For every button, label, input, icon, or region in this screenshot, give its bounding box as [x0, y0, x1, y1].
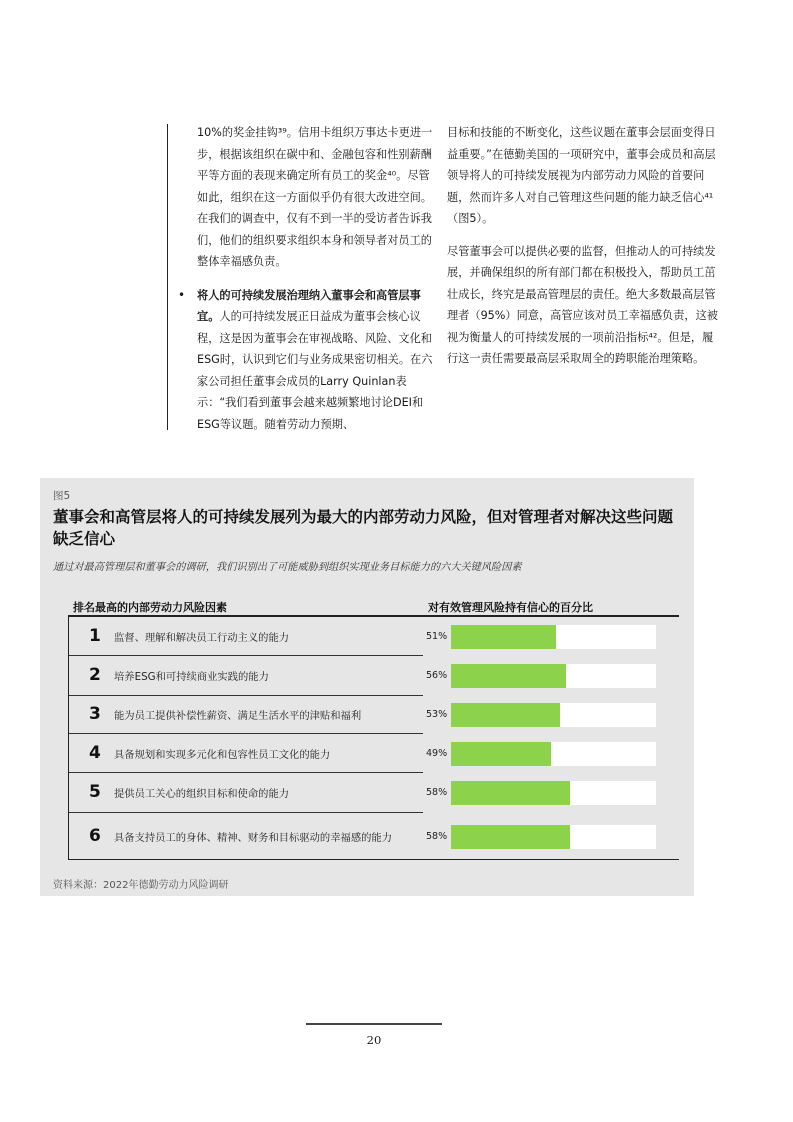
confidence-percent: 56% [426, 670, 448, 681]
risk-factor: 监督、理解和解决员工行动主义的能力 [114, 632, 290, 644]
confidence-percent: 58% [426, 787, 448, 798]
left-paragraph: 10%的奖金挂钩³⁹。信用卡组织万事达卡更进一步，根据该组织在碳中和、金融包容和性别薪酬平等方面的表现来确定所有员工的奖金⁴⁰。尽管如此，组织在这一方面似乎仍有很大改进空间。在我们的调查中，仅有不到一半的受访者告诉我们，他们的组织要求组织本身和领导者对员工的整体幸福感负责。 [197, 126, 433, 268]
risk-row [69, 734, 679, 773]
risk-row [69, 656, 679, 696]
confidence-percent: 51% [426, 631, 448, 642]
figure-title: 董事会和高管层将人的可持续发展列为最大的内部劳动力风险，但对管理者对解决这些问题缺乏信心 [53, 508, 674, 548]
right-column [447, 122, 719, 370]
risk-row [69, 813, 679, 860]
rank-number: 5 [89, 782, 101, 802]
rank-number: 1 [89, 626, 101, 646]
risk-row [69, 618, 679, 656]
bullet-text: 人的可持续发展正日益成为董事会核心议程，这是因为董事会在审视战略、风险、文化和ESG时，认识到它们与业务成果密切相关。在六家公司担任董事会成员的Larry Quinlan表示：“我们看到董事会越来越频繁地讨论DEI和ESG等议题。随着劳动力预期、 [197, 310, 433, 431]
table-bottom-rule [68, 859, 679, 860]
bullet-dot-icon: • [178, 287, 186, 302]
confidence-bar-track [451, 825, 656, 849]
confidence-percent: 49% [426, 747, 448, 759]
column-header-confidence: 对有效管理风险持有信心的百分比 [428, 601, 593, 614]
risk-factor: 具备支持员工的身体、精神、财务和目标驱动的幸福感的能力 [114, 831, 393, 844]
confidence-percent: 58% [426, 830, 448, 842]
column-rule [167, 124, 168, 430]
confidence-bar [451, 664, 566, 688]
bullet-item [178, 285, 435, 436]
confidence-bar-track [451, 703, 656, 727]
confidence-bar-track [451, 781, 656, 805]
rank-number: 3 [89, 704, 101, 724]
bullet-bold-text: 将人的可持续发展治理纳入董事会和高管层事宜。 [197, 288, 421, 323]
confidence-bar [451, 825, 570, 849]
confidence-bar [451, 625, 556, 649]
right-paragraph-2: 尽管董事会可以提供必要的监督，但推动人的可持续发展，并确保组织的所有部门都在积极投入，帮助员工茁壮成长，终究是最高管理层的责任。绝大多数最高层管理者（95%）同意，高管应该对员工幸福感负责，这被视为衡量人的可持续发展的一项前沿指标⁴²。但是，履行这一责任需要最高层采取周全的跨职能治理策略。 [447, 244, 718, 365]
figure-source: 资料来源：2022年德勤劳动力风险调研 [53, 880, 229, 891]
risk-row [69, 696, 679, 734]
figure-5 [40, 478, 694, 896]
column-header-factor: 排名最高的内部劳动力风险因素 [73, 601, 227, 614]
risk-factor: 提供员工关心的组织目标和使命的能力 [114, 788, 290, 800]
figure-subtitle: 通过对最高管理层和董事会的调研，我们识别出了可能威胁到组织实现业务目标能力的六大关键风险因素 [53, 562, 522, 573]
footer-rule [306, 1023, 442, 1025]
page-number: 20 [366, 1033, 382, 1047]
header-rule [68, 615, 679, 617]
rank-number: 6 [89, 825, 101, 846]
confidence-bar [451, 781, 570, 805]
right-paragraph-1: 目标和技能的不断变化，这些议题在董事会层面变得日益重要。”在德勤美国的一项研究中，董事会成员和高层领导将人的可持续发展视为内部劳动力风险的首要问题，然而许多人对自己管理这些问题的能力缺乏信心⁴¹（图5）。 [447, 126, 716, 225]
confidence-bar [451, 703, 560, 727]
risk-factor: 具备规划和实现多元化和包容性员工文化的能力 [114, 748, 331, 761]
confidence-bar [451, 742, 551, 766]
rank-number: 4 [89, 742, 101, 763]
confidence-percent: 53% [426, 709, 448, 720]
risk-factor: 培养ESG和可持续商业实践的能力 [114, 671, 269, 683]
confidence-bar-track [451, 664, 656, 688]
confidence-bar-track [451, 742, 656, 766]
risk-factor: 能为员工提供补偿性薪资、满足生活水平的津贴和福利 [114, 710, 362, 722]
confidence-bar-track [451, 625, 656, 649]
left-column [178, 122, 435, 435]
figure-label: 图5 [53, 490, 71, 502]
rank-number: 2 [89, 665, 101, 685]
risk-row [69, 773, 679, 813]
